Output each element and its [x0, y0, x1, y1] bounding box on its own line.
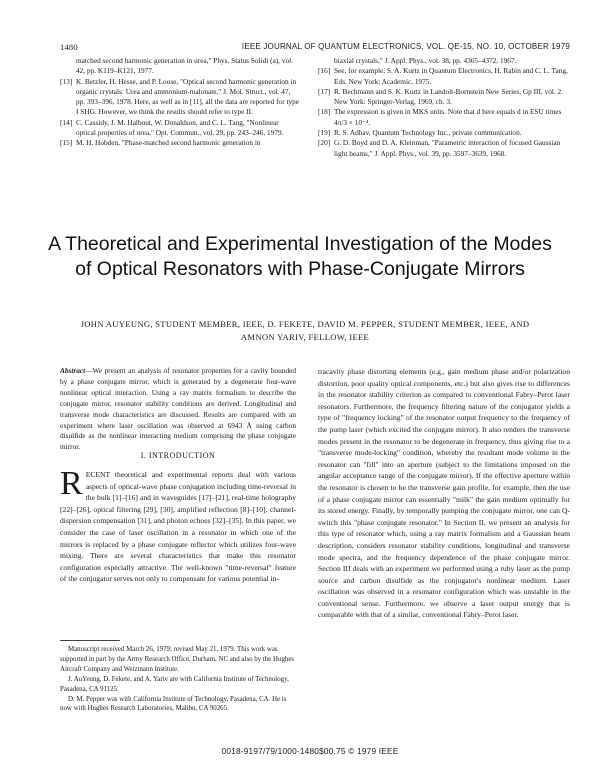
- footnote-line: Manuscript received March 26, 1979; revised May 21, 1979. This work was supported in part by the Army Research Office, Durham, NC and also by the Hughes Aircraft Company and Weizmann Institute.: [60, 646, 295, 673]
- reference-item: [13] K. Betzler, H. Hesse, and P. Loose, "Optical second harmonic generation in organic crystals: Urea and ammonium-malonate," J. Mol. Struct., vol. 47, pp. 393–396, 1978. Here, as well as in [11], all the data are reported for type I SHG. However, we think the results should refer to type II.: [60, 76, 300, 117]
- footnote-line: D. M. Pepper was with California Institute of Technology, Pasadena, CA. He is now with Hughes Research Laboratories, Malibu, CA 90265.: [60, 695, 287, 713]
- reference-item: biaxial crystals," J. Appl. Phys., vol. 38, pp. 4365–4372, 1967.: [334, 56, 517, 65]
- footnote-divider: [60, 640, 120, 641]
- journal-header: IEEE JOURNAL OF QUANTUM ELECTRONICS, VOL. QE-15, NO. 10, OCTOBER 1979: [241, 42, 570, 51]
- intro-paragraph: ECENT theoretical and experimental reports deal with various aspects of optical-wave phase conjugation including time-reversal in the bulk [1]–[16] and in waveguides [17]–[21], real-time holography [22]–[26], optical filtering [29], [30], amplified reflection [8]–[10], channel-dispersion compensation [31], and photon echoes [32]–[35]. In this paper, we consider the case of laser oscillation in a resonator in which one of the mirrors is replaced by a phase conjugate reflector which utilizes four-wave mixing. There are several characteristics that make this resonator configuration especially attractive. The well-known "time-reversal" feature of the conjugator serves not only to compensate for various potential in-: [60, 470, 296, 584]
- footnote-line: J. AuYeung, D. Fekete, and A. Yariv are with California Institute of Technology, Pasadena, CA 91125.: [60, 675, 289, 693]
- reference-item: [20] G. D. Boyd and D. A. Kleinman, "Parametric interaction of focused Gaussian light beams," J. Appl. Phys., vol. 39, pp. 3597–3639, 1968.: [318, 138, 561, 158]
- references-right-column: [318, 56, 570, 159]
- abstract: [60, 366, 296, 453]
- page-number: 1480: [60, 42, 78, 52]
- intro-text: [60, 465, 296, 585]
- right-column-text: tracavity phase distorting elements (e.g., gain medium phase and/or polarization distortion, poor quality optical components, etc.) but also gives rise to differences in the resonator stability criterion as compared to conventional Fabry–Perot laser resonators. Furthermore, the frequency filtering nature of the conjugator yields a type of "frequency locking" of the resonator output frequency to the frequency of the pump laser (which excited the conjugate mirror). It also renders the transverse modes present in the resonator to be degenerate in frequency, thus giving rise to a "transverse mode-locking" condition, whereby the resultant mode volume in the resonator can "fill" into an aperture (subject to the limitations imposed on the angular acceptance range of the conjugate mirror). If the effective aperture within the resonator is chosen to be the transverse gain profile, for example, then the use of a phase conjugate mirror can essentially "milk" the gain medium optimally for its stored energy. Finally, by temporally pumping the conjugate mirror, one can Q-switch this "phase conjugate resonator." In Section II, we present an analysis for this type of resonator which, using a ray matrix formalism and a Gaussian beam description, considers resonator stability conditions, longitudinal and transverse mode spectra, and the frequency dependence of the phase conjugate mirror. Section III deals with an experiment we performed using a ruby laser as the pump source and carbon disulfide as the conjugator's nonlinear medium. Laser oscillation was observed in a resonator configuration which was unstable in the conventional sense. Furthermore, we observe a laser output energy that is comparable with that of a similar, conventional Fabry–Perot laser.: [318, 367, 570, 620]
- authors-line-1: JOHN AUYEUNG, STUDENT MEMBER, IEEE, D. FEKETE, DAVID M. PEPPER, STUDENT MEMBER, IEEE, AND: [80, 319, 530, 329]
- reference-item: [17] R. Bechmann and S. K. Kurtz in Landolt-Bornstein New Series, Gp III, vol. 2. New York: Springer-Verlag, 1969, ch. 3.: [318, 86, 564, 107]
- abstract-text: —We present an analysis of resonator properties for a cavity bounded by a phase conjugate mirror, which is generated by a degenerate four-wave nonlinear optical interaction. Using a ray matrix formalism to describe the conjugate mirror, resonator stability conditions are derived. Longitudinal and transverse mode characteristics are discussed. Results are compared with an experiment where laser oscillation was observed at 6943 Å using carbon disulfide as the nonlinear interacting medium comprising the phase conjugate mirror.: [60, 366, 296, 452]
- author-list: [60, 318, 550, 344]
- paper-title: A Theoretical and Experimental Investigation of the Modes of Optical Resonators with Phase-Conjugate Mirrors: [48, 233, 552, 280]
- reference-item: [16] See, for example, S. A. Kurtz in Quantum Electronics, H. Rabin and C. L. Tang, Eds. New York: Academic, 1975.: [318, 66, 568, 86]
- reference-item: [14] C. Cassidy, J. M. Halbout, W. Donaldson, and C. L. Tang, "Nonlinear optical properties of urea," Opt. Commun., vol. 29, pp. 243–246, 1979.: [60, 117, 284, 138]
- copyright-line: 0018-9197/79/1000-1480$00.75 © 1979 IEEE: [221, 746, 399, 756]
- section-heading: I. INTRODUCTION: [140, 451, 216, 460]
- reference-item: [18] The expression is given in MKS units. Note that d here equals d in ESU times 4π/3 × 10⁻⁴.: [318, 107, 562, 127]
- reference-item: matched second harmonic generation in urea," Phys. Status Solidi (a), vol. 42, pp. K119–K121, 1977.: [76, 56, 293, 76]
- reference-item: [15] M. H. Hobden, "Phase-matched second harmonic generation in: [60, 138, 261, 148]
- reference-item: [19] R. S. Adhav, Quantum Technology Inc., private communication.: [318, 128, 522, 138]
- drop-cap: R: [60, 465, 83, 502]
- footnotes: [60, 645, 296, 714]
- references-left-column: [60, 56, 300, 149]
- authors-line-2: AMNON YARIV, FELLOW, IEEE: [240, 332, 370, 342]
- abstract-label: Abstract: [60, 366, 86, 375]
